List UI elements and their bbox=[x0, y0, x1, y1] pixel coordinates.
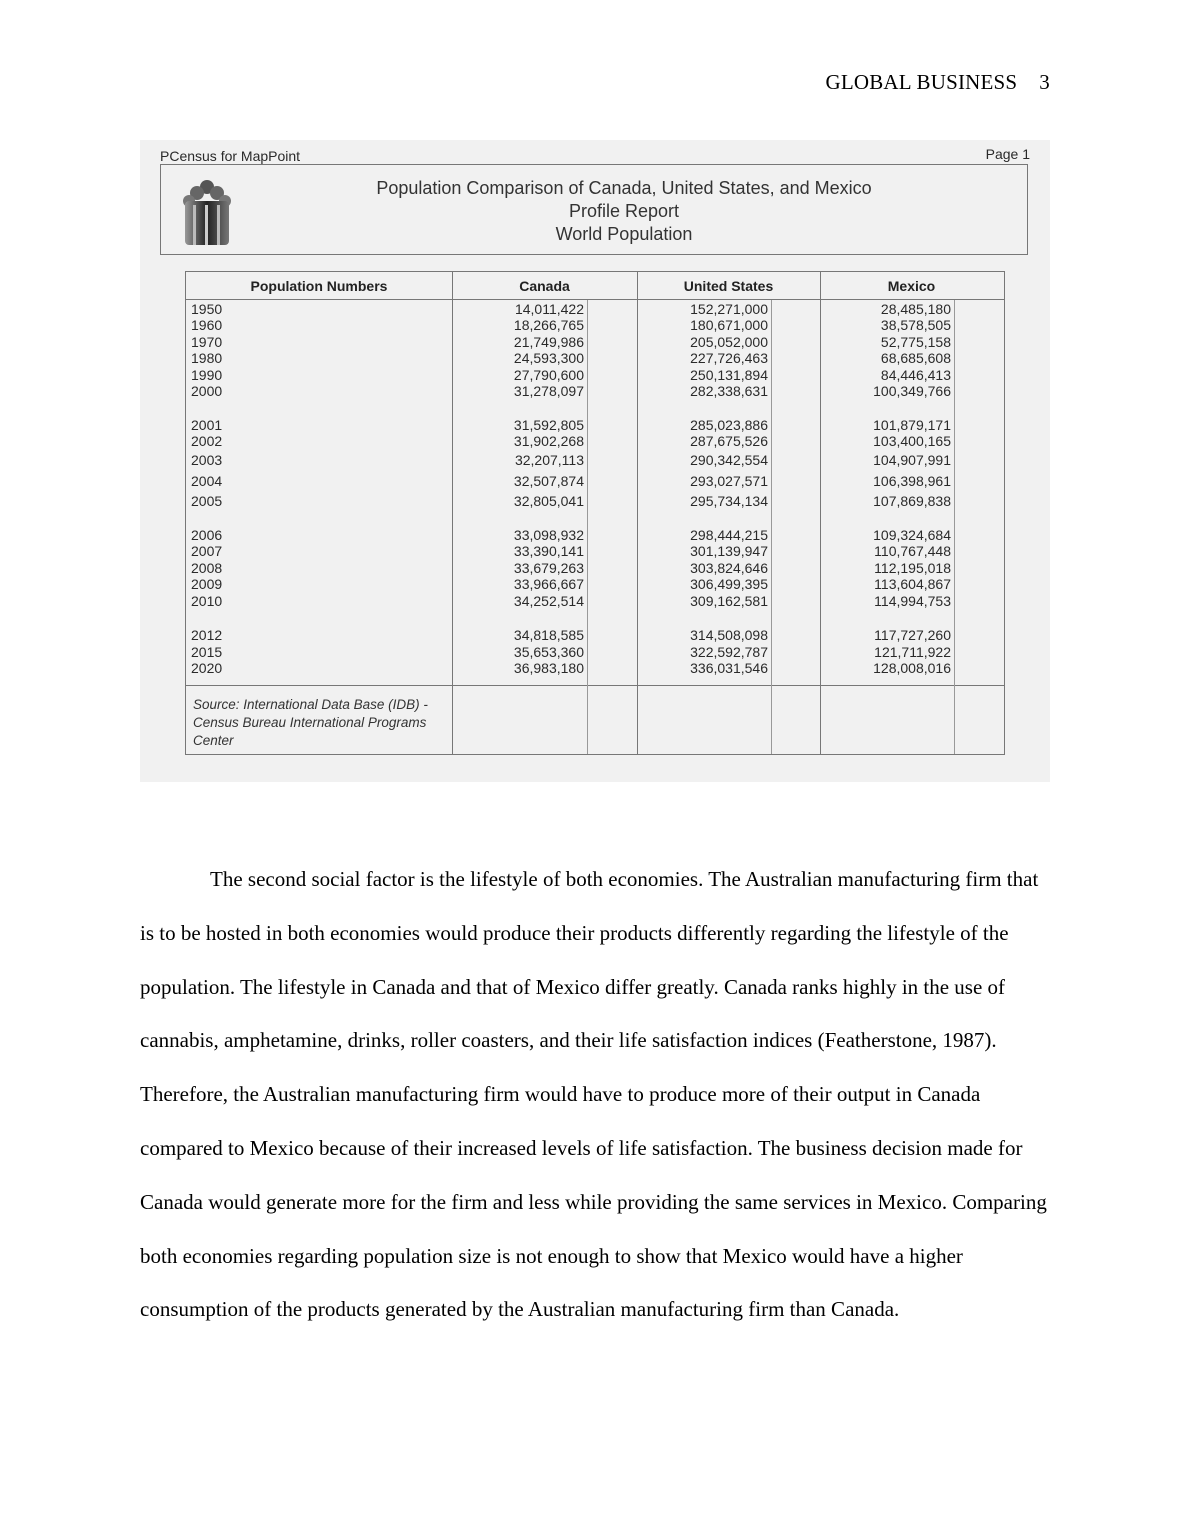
mexico-cell: 113,604,867 bbox=[874, 576, 951, 592]
canada-cell: 31,278,097 bbox=[513, 383, 584, 399]
population-table bbox=[185, 271, 1005, 755]
canada-cell: 35,653,360 bbox=[513, 644, 584, 660]
table-row bbox=[186, 473, 1004, 490]
canada-cell: 33,966,667 bbox=[513, 576, 584, 592]
united-states-cell: 250,131,894 bbox=[690, 367, 768, 383]
united-states-cell: 309,162,581 bbox=[690, 593, 768, 609]
column-header: United States bbox=[683, 278, 774, 294]
report-title: Population Comparison of Canada, United States, and Mexico bbox=[376, 178, 872, 198]
table-row bbox=[186, 301, 1004, 318]
mexico-cell: 109,324,684 bbox=[873, 527, 951, 543]
mexico-cell: 103,400,165 bbox=[873, 433, 951, 449]
canada-cell: 36,983,180 bbox=[513, 660, 584, 676]
mexico-cell: 101,879,171 bbox=[873, 417, 951, 433]
canada-cell: 33,390,141 bbox=[513, 543, 584, 559]
table-row bbox=[186, 660, 1004, 677]
body-text bbox=[140, 853, 1052, 1337]
year-cell: 2007 bbox=[191, 543, 223, 559]
canada-cell: 32,805,041 bbox=[513, 493, 584, 509]
canada-cell: 18,266,765 bbox=[513, 317, 584, 333]
table-row bbox=[186, 350, 1004, 367]
table-row bbox=[186, 317, 1004, 334]
mexico-cell: 38,578,505 bbox=[880, 317, 951, 333]
report-subtitle-2: World Population bbox=[555, 224, 693, 244]
canada-cell: 33,098,932 bbox=[513, 527, 584, 543]
united-states-cell: 180,671,000 bbox=[690, 317, 768, 333]
body-paragraph: The second social factor is the lifestyle of both economies. The Australian manufacturing firm that is to be hosted in both economies would produce their products differently regarding the lifestyle of the population. The lifestyle in Canada and that of Mexico differ greatly. Canada ranks highly in the use of cannabis, amphetamine, drinks, roller coasters, and their life satisfaction indices (Featherstone, 1987). Therefore, the Australian manufacturing firm would have to produce more of their output in Canada compared to Mexico because of their increased levels of life satisfaction. The business decision made for Canada would generate more for the firm and less while providing the same services in Mexico. Comparing both economies regarding population size is not enough to show that Mexico would have a higher consumption of the products generated by the Australian manufacturing firm than Canada. bbox=[140, 867, 1047, 1322]
table-row bbox=[186, 593, 1004, 610]
canada-cell: 14,011,422 bbox=[514, 301, 584, 317]
mexico-cell: 110,767,448 bbox=[874, 543, 951, 559]
canada-cell: 31,592,805 bbox=[513, 417, 584, 433]
running-header bbox=[825, 70, 1050, 95]
table-row bbox=[186, 334, 1004, 351]
united-states-cell: 205,052,000 bbox=[690, 334, 768, 350]
year-cell: 1950 bbox=[191, 301, 223, 317]
mexico-cell: 117,727,260 bbox=[874, 627, 951, 643]
mexico-cell: 100,349,766 bbox=[873, 383, 951, 399]
united-states-cell: 295,734,134 bbox=[690, 493, 768, 509]
table-row bbox=[186, 543, 1004, 560]
mexico-cell: 128,008,016 bbox=[873, 660, 951, 676]
mexico-cell: 107,869,838 bbox=[873, 493, 951, 509]
united-states-cell: 301,139,947 bbox=[690, 543, 768, 559]
year-cell: 2006 bbox=[191, 527, 223, 543]
year-cell: 2001 bbox=[191, 417, 223, 433]
canada-cell: 27,790,600 bbox=[513, 367, 584, 383]
page-number: 3 bbox=[1039, 70, 1050, 94]
mexico-cell: 121,711,922 bbox=[874, 644, 951, 660]
table-row bbox=[186, 367, 1004, 384]
mexico-cell: 52,775,158 bbox=[880, 334, 951, 350]
year-cell: 2004 bbox=[191, 473, 223, 489]
canada-cell: 34,252,514 bbox=[513, 593, 584, 609]
mexico-cell: 104,907,991 bbox=[873, 452, 951, 468]
source-divider bbox=[186, 685, 1004, 686]
column-header: Canada bbox=[519, 278, 570, 294]
canada-cell: 21,749,986 bbox=[513, 334, 584, 350]
table-row bbox=[186, 560, 1004, 577]
mexico-cell: 84,446,413 bbox=[880, 367, 951, 383]
column-header: Mexico bbox=[887, 278, 936, 294]
table-row bbox=[186, 383, 1004, 400]
header-divider bbox=[186, 299, 1004, 300]
year-cell: 2009 bbox=[191, 576, 223, 592]
report-header-box bbox=[160, 164, 1028, 255]
canada-cell: 24,593,300 bbox=[513, 350, 584, 366]
table-row bbox=[186, 627, 1004, 644]
year-cell: 1970 bbox=[191, 334, 223, 350]
header-title: GLOBAL BUSINESS bbox=[825, 70, 1018, 94]
report-subtitle: Profile Report bbox=[568, 201, 680, 221]
table-row bbox=[186, 417, 1004, 434]
table-source-note: Source: International Data Base (IDB) - Census Bureau International Programs Center bbox=[193, 697, 428, 748]
canada-cell: 32,507,874 bbox=[513, 473, 584, 489]
mexico-cell: 28,485,180 bbox=[880, 301, 951, 317]
table-row bbox=[186, 433, 1004, 450]
year-cell: 1990 bbox=[191, 367, 223, 383]
united-states-cell: 227,726,463 bbox=[690, 350, 768, 366]
united-states-cell: 303,824,646 bbox=[690, 560, 768, 576]
united-states-cell: 306,499,395 bbox=[690, 576, 768, 592]
united-states-cell: 152,271,000 bbox=[690, 301, 768, 317]
year-cell: 1960 bbox=[191, 317, 223, 333]
united-states-cell: 314,508,098 bbox=[690, 627, 768, 643]
report-source-app: PCensus for MapPoint bbox=[160, 148, 301, 164]
united-states-cell: 285,023,886 bbox=[690, 417, 768, 433]
population-report-image bbox=[140, 140, 1050, 782]
canada-cell: 33,679,263 bbox=[513, 560, 584, 576]
mexico-cell: 68,685,608 bbox=[880, 350, 951, 366]
united-states-cell: 293,027,571 bbox=[690, 473, 768, 489]
year-cell: 2015 bbox=[191, 644, 223, 660]
mexico-cell: 106,398,961 bbox=[873, 473, 951, 489]
mexico-cell: 114,994,753 bbox=[874, 593, 951, 609]
table-row bbox=[186, 452, 1004, 469]
year-cell: 2000 bbox=[191, 383, 223, 399]
united-states-cell: 336,031,546 bbox=[690, 660, 768, 676]
united-states-cell: 322,592,787 bbox=[690, 644, 768, 660]
year-cell: 2020 bbox=[191, 660, 223, 676]
census-logo-icon bbox=[179, 179, 235, 247]
mexico-cell: 112,195,018 bbox=[874, 560, 951, 576]
canada-cell: 34,818,585 bbox=[513, 627, 584, 643]
table-row bbox=[186, 493, 1004, 510]
report-titles bbox=[281, 177, 967, 246]
year-cell: 2008 bbox=[191, 560, 223, 576]
canada-cell: 31,902,268 bbox=[513, 433, 584, 449]
united-states-cell: 287,675,526 bbox=[690, 433, 768, 449]
table-row bbox=[186, 576, 1004, 593]
year-cell: 2002 bbox=[191, 433, 223, 449]
table-row bbox=[186, 527, 1004, 544]
united-states-cell: 282,338,631 bbox=[690, 383, 768, 399]
canada-cell: 32,207,113 bbox=[514, 452, 584, 468]
table-row bbox=[186, 644, 1004, 661]
year-cell: 2003 bbox=[191, 452, 223, 468]
column-header: Population Numbers bbox=[250, 278, 388, 294]
year-cell: 2012 bbox=[191, 627, 223, 643]
report-page-label: Page 1 bbox=[985, 146, 1030, 162]
year-cell: 1980 bbox=[191, 350, 223, 366]
united-states-cell: 290,342,554 bbox=[690, 452, 768, 468]
year-cell: 2010 bbox=[191, 593, 223, 609]
united-states-cell: 298,444,215 bbox=[690, 527, 768, 543]
year-cell: 2005 bbox=[191, 493, 223, 509]
